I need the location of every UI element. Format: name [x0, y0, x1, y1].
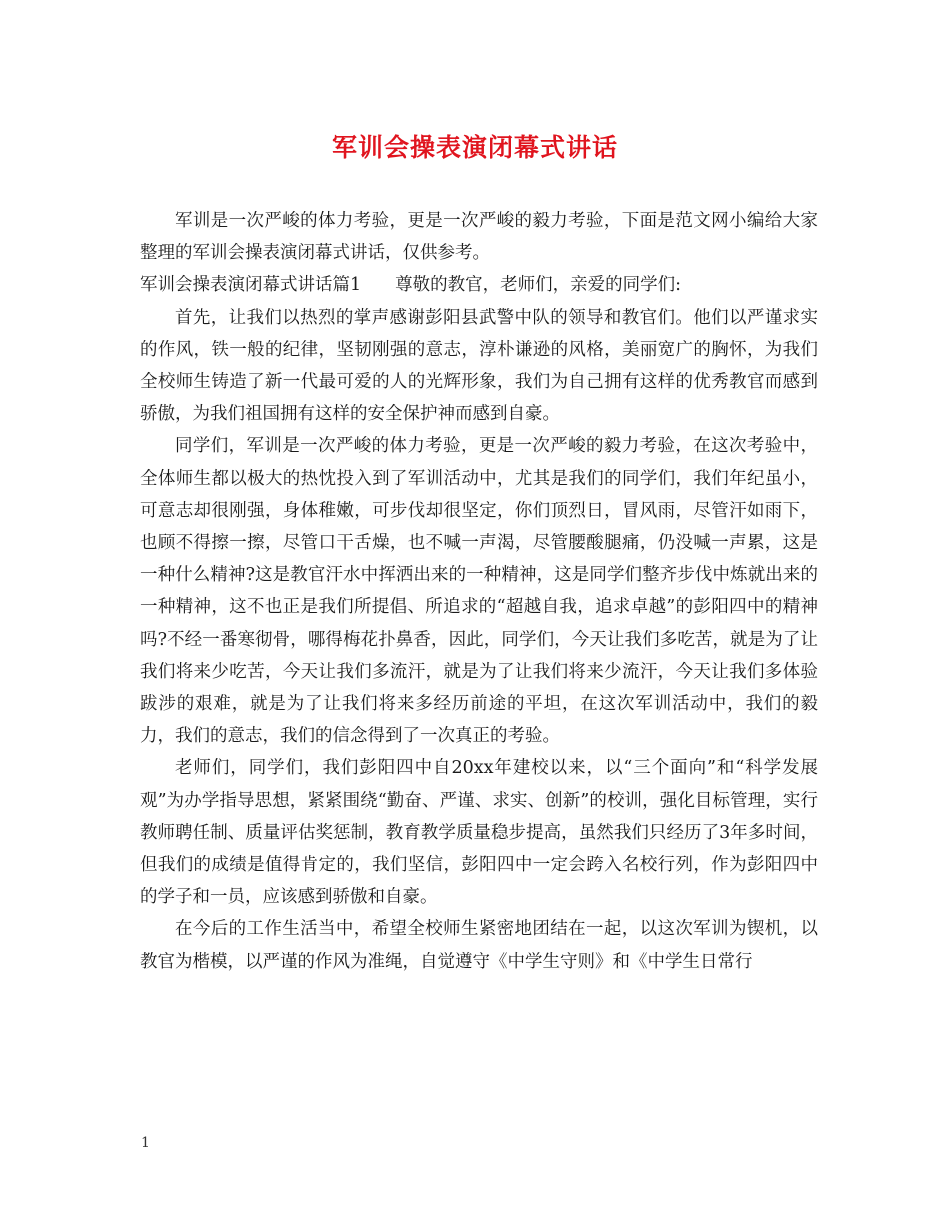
greeting: 尊敬的教官，老师们，亲爱的同学们:	[395, 275, 682, 296]
body-paragraph-2: 同学们，军训是一次严峻的体力考验，更是一次严峻的毅力考验，在这次考验中，全体师生都以极大的热忱投入到了军训活动中，尤其是我们的同学们，我们年纪虽小，可意志却很刚强，身体稚嫩，可步伐却很坚定，你们顶烈日，冒风雨，尽管汗如雨下，也顾不得擦一擦，尽管口干舌燥，也不喊一声渴，尽管腰酸腿痛，仍没喊一声累，这是一种什么精神?这是教官汗水中挥洒出来的一种精神，这是同学们整齐步伐中炼就出来的一种精神，这不也正是我们所提倡、所追求的“超越自我，追求卓越”的彭阳四中的精神吗?不经一番寒彻骨，哪得梅花扑鼻香，因此，同学们，今天让我们多吃苦，就是为了让我们将来少吃苦，今天让我们多流汗，就是为了让我们将来少流汗，今天让我们多体验跋涉的艰难，就是为了让我们将来多经历前途的平坦，在这次军训活动中，我们的毅力，我们的意志，我们的信念得到了一次真正的考验。	[140, 436, 818, 747]
body-paragraph-3: 老师们，同学们，我们彭阳四中自20xx年建校以来，以“三个面向”和“科学发展观”为办学指导思想，紧紧围绕“勤奋、严谨、求实、创新”的校训，强化目标管理，实行教师聘任制、质量评估奖惩制，教育教学质量稳步提高，虽然我们只经历了3年多时间，但我们的成绩是值得肯定的，我们坚信，彭阳四中一定会跨入名校行列，作为彭阳四中的学子和一员，应该感到骄傲和自豪。	[140, 758, 818, 908]
body-paragraph-1: 首先，让我们以热烈的掌声感谢彭阳县武警中队的领导和教官们。他们以严谨求实的作风，铁一般的纪律，坚韧刚强的意志，淳朴谦逊的风格，美丽宽广的胸怀，为我们全校师生铸造了新一代最可爱的人的光辉形象，我们为自己拥有这样的优秀教官而感到骄傲，为我们祖国拥有这样的安全保护神而感到自豪。	[140, 307, 818, 425]
intro-paragraph: 军训是一次严峻的体力考验，更是一次严峻的毅力考验，下面是范文网小编给大家整理的军训会操表演闭幕式讲话，仅供参考。	[140, 211, 818, 264]
page-number: 1	[141, 1135, 150, 1151]
document-body	[140, 205, 818, 978]
body-paragraph-4: 在今后的工作生活当中，希望全校师生紧密地团结在一起，以这次军训为锲机，以教官为楷模，以严谨的作风为准绳，自觉遵守《中学生守则》和《中学生日常行	[140, 919, 818, 972]
section-heading-line	[140, 269, 818, 301]
document-title: 军训会操表演闭幕式讲话	[331, 133, 618, 162]
section-heading: 军训会操表演闭幕式讲话篇1	[140, 275, 362, 296]
